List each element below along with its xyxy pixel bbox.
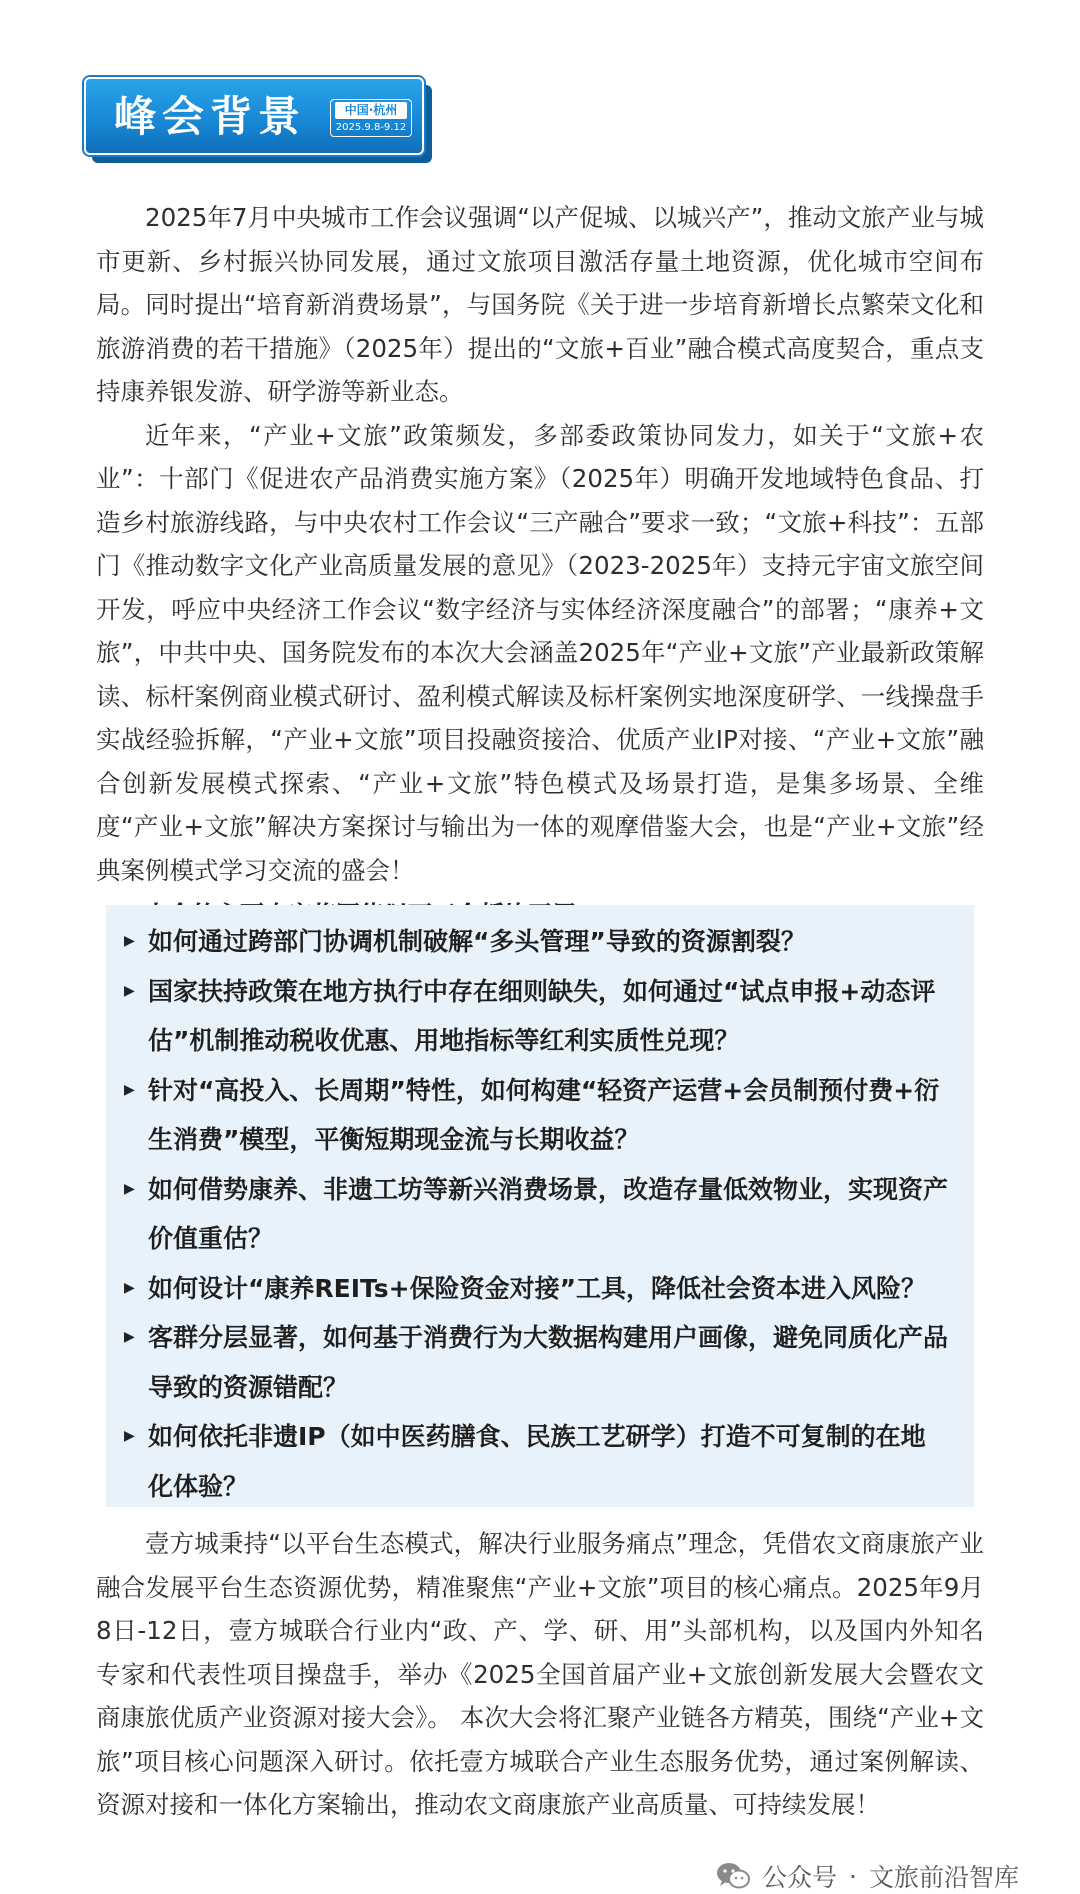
triangle-right-icon: ▶ xyxy=(124,1329,135,1345)
triangle-right-icon: ▶ xyxy=(124,1180,135,1197)
account-watermark xyxy=(716,1858,1019,1894)
question-item xyxy=(124,1412,950,1511)
question-text: 国家扶持政策在地方执行中存在细则缺失，如何通过“试点申报+动态评估”机制推动税收优惠、用地指标等红利实质性兑现？ xyxy=(148,976,936,1055)
wechat-icon xyxy=(716,1862,750,1890)
triangle-right-icon: ▶ xyxy=(124,933,135,949)
question-text: 如何依托非遗IP（如中医药膳食、民族工艺研学）打造不可复制的在地化体验？ xyxy=(148,1422,926,1501)
triangle-right-icon: ▶ xyxy=(124,1428,135,1444)
paragraph-policy: 2025年7月中央城市工作会议强调“以产促城、以城兴产”，推动文旅产业与城市更新、乡村振兴协同发展，通过文旅项目激活存量土地资源，优化城市空间布局。同时提出“培育新消费场景”，与国务院《关于进一步培育新增长点繁荣文化和旅游消费的若干措施》（2025年）提出的“文旅+百业”融合模式高度契合，重点支持康养银发游、研学游等新业态。 xyxy=(96,203,984,406)
question-text: 如何通过跨部门协调机制破解“多头管理”导致的资源割裂？ xyxy=(148,927,806,956)
question-text: 如何设计“康养REITs+保险资金对接”工具，降低社会资本进入风险？ xyxy=(148,1273,927,1303)
question-item xyxy=(124,967,950,1066)
question-text: 针对“高投入、长周期”特性，如何构建“轻资产运营+会员制预付费+衍生消费”模型，平衡短期现金流与长期收益？ xyxy=(148,1075,940,1154)
paragraph-trends: 近年来，“产业+文旅”政策频发，多部委政策协同发力，如关于“文旅+农业”：十部门《促进农产品消费实施方案》（2025年）明确开发地域特色食品、打造乡村旅游线路，与中央农村工作会议“三产融合”要求一致；“文旅+科技”：五部门《推动数字文化产业高质量发展的意见》（2023-2025年）支持元宇宙文旅空间开发，呼应中央经济工作会议“数字经济与实体经济深度融合”的部署；“康养+文旅”，中共中央、国务院发布的本次大会涵盖2025年“产业+文旅”产业最新政策解读、标杆案例商业模式研讨、盈利模式解读及标杆案例实地深度研学、一线操盘手实战经验拆解，“产业+文旅”项目投融资接洽、优质产业IP对接、“产业+文旅”融合创新发展模式探索、“产业+文旅”特色模式及场景打造，是集多场景、全维度“产业+文旅”解决方案探讨与输出为一体的观摩借鉴大会，也是“产业+文旅”经典案例模式学习交流的盛会！ xyxy=(96,420,984,885)
section-title: 峰会背景 xyxy=(114,92,307,141)
question-text: 如何借势康养、非遗工坊等新兴消费场景，改造存量低效物业，实现资产价值重估？ xyxy=(148,1174,949,1253)
footer-separator: · xyxy=(849,1861,857,1891)
questions-panel xyxy=(106,905,974,1507)
triangle-right-icon: ▶ xyxy=(124,1279,135,1296)
footer-platform: 公众号 xyxy=(762,1863,838,1892)
closing-content xyxy=(96,1522,984,1827)
background-content xyxy=(96,196,984,936)
question-item xyxy=(124,1313,950,1412)
question-item xyxy=(124,1264,950,1314)
location-date-tag xyxy=(330,99,412,137)
question-item xyxy=(124,1165,950,1264)
triangle-right-icon: ▶ xyxy=(124,1081,135,1098)
question-item xyxy=(124,917,950,967)
footer-account-name: 文旅前沿智库 xyxy=(868,1863,1019,1892)
badge-city: 中国·杭州 xyxy=(335,102,407,119)
section-badge xyxy=(84,77,424,155)
question-text: 客群分层显著，如何基于消费行为大数据构建用户画像，避免同质化产品导致的资源错配？ xyxy=(148,1323,949,1402)
question-item xyxy=(124,1066,950,1165)
badge-dates: 2025.9.8-9.12 xyxy=(335,122,407,133)
paragraph-closing: 壹方城秉持“以平台生态模式，解决行业服务痛点”理念，凭借农文商康旅产业融合发展平台生态资源优势，精准聚焦“产业+文旅”项目的核心痛点。2025年9月8日-12日，壹方城联合行业内“政、产、学、研、用”头部机构，以及国内外知名专家和代表性项目操盘手，举办《2025全国首届产业+文旅创新发展大会暨农文商康旅优质产业资源对接大会》。 本次大会将汇聚产业链各方精英，围绕“产业+文旅”项目核心问题深入研讨。依托壹方城联合产业生态服务优势，通过案例解读、资源对接和一体化方案输出，推动农文商康旅产业高质量、可持续发展！ xyxy=(96,1529,984,1819)
badge-body xyxy=(84,77,424,155)
triangle-right-icon: ▶ xyxy=(124,982,135,999)
